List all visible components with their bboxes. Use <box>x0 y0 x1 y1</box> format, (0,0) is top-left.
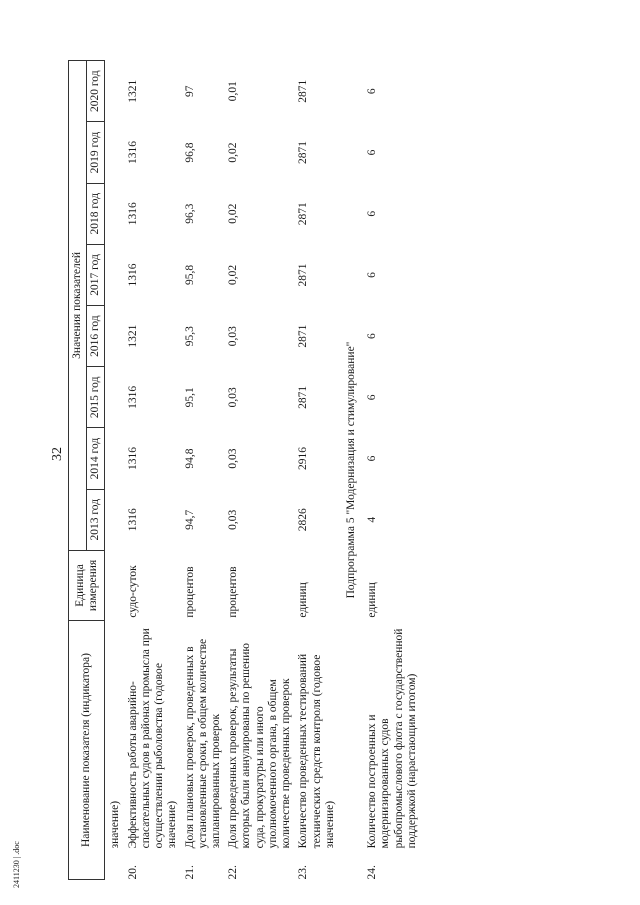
value-cell: 0,01 <box>227 81 240 102</box>
value-cell: 1321 <box>126 324 139 348</box>
value-cell: 2871 <box>297 141 310 165</box>
indicator-name: Количество построенных и модернизированных судов рыбопромыслового флота с государственной поддержкой (нарастающим итогом) <box>366 628 418 849</box>
value-cell: 6 <box>366 88 379 95</box>
unit-cell: процентов <box>227 566 240 618</box>
value-cell: 1316 <box>126 508 139 532</box>
value-cell: 1316 <box>126 141 139 165</box>
value-cell: 0,02 <box>227 142 240 163</box>
indicator-name: Количество проведенных тестирований технических средств контроля (годовое значение) <box>297 653 336 849</box>
value-cell: 1316 <box>126 202 139 226</box>
footer-code: 2411230 | .doc <box>12 841 21 888</box>
header-year: 2015 год <box>87 367 105 428</box>
row-number: 21. <box>183 865 196 880</box>
row-number: 22. <box>227 865 240 880</box>
header-year: 2016 год <box>87 306 105 367</box>
value-cell: 4 <box>366 516 379 523</box>
header-year: 2019 год <box>87 122 105 183</box>
value-cell: 0,03 <box>227 387 240 408</box>
unit-cell: процентов <box>183 566 196 618</box>
value-cell: 6 <box>366 333 379 340</box>
value-cell: 1316 <box>126 447 139 471</box>
value-cell: 2871 <box>297 324 310 348</box>
subprogram-title: Подпрограмма 5 "Модернизация и стимулирование" <box>344 341 357 599</box>
value-cell: 95,1 <box>183 387 196 408</box>
value-cell: 94,8 <box>183 448 196 469</box>
value-cell: 94,7 <box>183 509 196 530</box>
value-cell: 96,3 <box>183 203 196 224</box>
value-cell: 2871 <box>297 79 310 103</box>
value-cell: 2871 <box>297 385 310 409</box>
value-cell: 6 <box>366 149 379 156</box>
header-values-group: Значения показателей <box>69 61 87 551</box>
unit-cell: судо-суток <box>126 565 139 618</box>
row-number: 24. <box>366 865 379 880</box>
unit-cell: единиц <box>366 582 379 618</box>
table-row <box>125 61 182 880</box>
value-cell: 6 <box>366 210 379 217</box>
continuation-text: значение) <box>109 800 122 849</box>
value-cell: 0,02 <box>227 264 240 285</box>
value-cell: 0,03 <box>227 326 240 347</box>
rotated-page <box>68 40 608 880</box>
value-cell: 1321 <box>126 79 139 103</box>
value-cell: 0,02 <box>227 203 240 224</box>
indicator-name: Доля проведенных проверок, результаты которых были аннулированы по решению суда, прокуратуры или иного уполномоченного органа, в общем количестве проведенных проверок <box>227 643 293 849</box>
header-year: 2020 год <box>87 61 105 122</box>
value-cell: 2826 <box>297 508 310 532</box>
value-cell: 1316 <box>126 263 139 287</box>
value-cell: 1316 <box>126 385 139 409</box>
value-cell: 6 <box>366 394 379 401</box>
value-cell: 95,3 <box>183 326 196 347</box>
value-cell: 6 <box>366 272 379 278</box>
header-year: 2017 год <box>87 244 105 305</box>
table-row <box>364 61 421 880</box>
value-cell: 95,8 <box>183 264 196 285</box>
table-row <box>295 61 339 880</box>
row-number: 23. <box>297 865 310 880</box>
value-cell: 6 <box>366 455 379 462</box>
header-name: Наименование показателя (индикатора) <box>69 621 105 880</box>
value-cell: 0,03 <box>227 509 240 530</box>
header-year: 2018 год <box>87 183 105 244</box>
value-cell: 2871 <box>297 202 310 226</box>
row-number: 20. <box>126 865 139 880</box>
unit-cell: единиц <box>297 582 310 618</box>
value-cell: 2916 <box>297 447 310 471</box>
indicators-table <box>68 60 421 880</box>
table-row <box>182 61 226 880</box>
table-row <box>225 61 295 880</box>
indicator-name: Эффективность работы аварийно-спасательных судов в районах промысла при осуществлении рыболовства (годовое значение) <box>126 628 179 849</box>
value-cell: 96,8 <box>183 142 196 163</box>
header-year: 2013 год <box>87 489 105 550</box>
header-year: 2014 год <box>87 428 105 489</box>
value-cell: 97 <box>183 85 196 97</box>
value-cell: 2871 <box>297 263 310 287</box>
value-cell: 0,03 <box>227 448 240 469</box>
indicator-name: Доля плановых проверок, проведенных в установленные сроки, в общем количестве запланированных проверок <box>183 638 222 849</box>
header-unit: Единица измерения <box>69 550 105 620</box>
subprogram-row <box>339 61 364 880</box>
page-number: 32 <box>50 447 65 461</box>
